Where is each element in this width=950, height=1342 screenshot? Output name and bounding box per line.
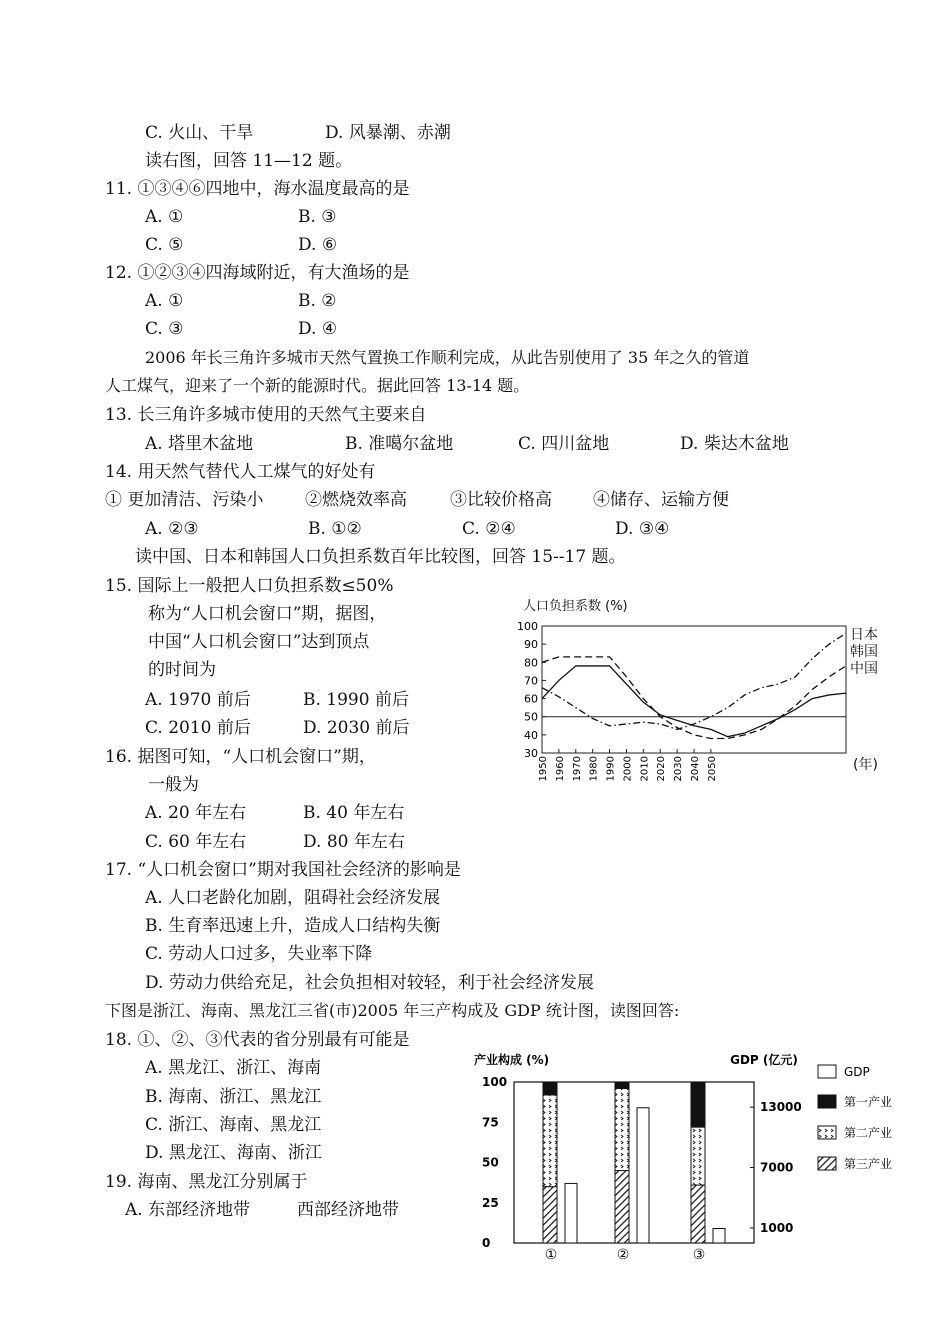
chart1-ytick-label: 80 [524, 656, 538, 670]
q10-option-c: C. 火山、干旱 [145, 123, 254, 143]
chart1-xtick-label: 2000 [622, 756, 634, 782]
chart1-ytick-label: 30 [524, 747, 538, 760]
chart1-xlabel: (年) [853, 757, 878, 773]
q14-item-2: ②燃烧效率高 [305, 490, 407, 510]
q12-option-c: C. ③ [145, 319, 184, 339]
industry-bar-segment [543, 1095, 557, 1187]
q14-option-d: D. ③④ [615, 519, 670, 539]
q14-item-1: ① 更加清洁、污染小 [105, 490, 264, 510]
industry-bar-segment [615, 1088, 629, 1170]
chart1-xtick-label: 2010 [639, 756, 651, 782]
chart2-y2label: GDP (亿元) [730, 1053, 798, 1067]
chart1-ytick-label: 70 [524, 674, 538, 688]
instruction-11-12: 读右图，回答 11—12 题。 [145, 151, 353, 171]
passage-13-14-line1: 2006 年长三角许多城市天然气置换工作顺利完成，从此告别使用了 35 年之久的管道 [145, 348, 750, 367]
legend-japan: 日本 [850, 627, 878, 643]
industry-gdp-chart [470, 1050, 910, 1265]
chart1-ylabel: 人口负担系数 (%) [523, 599, 628, 614]
q17-option-c: C. 劳动人口过多，失业率下降 [145, 944, 373, 964]
q16-stem-2: 一般为 [148, 775, 199, 795]
q15-option-b: B. 1990 前后 [303, 690, 409, 710]
chart1-ytick-label: 90 [524, 638, 538, 652]
q15-stem-3: 中国“人口机会窗口”达到顶点 [148, 632, 370, 652]
q13-option-b: B. 准噶尔盆地 [345, 434, 454, 454]
chart1-xtick-label: 1960 [554, 756, 566, 782]
q17-option-a: A. 人口老龄化加剧，阻碍社会经济发展 [145, 888, 441, 908]
chart2-y2tick-label: 7000 [760, 1160, 794, 1175]
q13-stem: 13. 长三角许多城市使用的天然气主要来自 [105, 405, 427, 425]
q11-option-a: A. ① [145, 207, 184, 227]
chart1-xtick-label: 2030 [673, 756, 685, 782]
q15-option-d: D. 2030 前后 [303, 718, 410, 738]
chart1-xtick-label: 1980 [588, 756, 600, 782]
chart2-y2tick-label: 1000 [760, 1220, 794, 1235]
chart2-ytick-label: 0 [482, 1236, 491, 1250]
instruction-15-17: 读中国、日本和韩国人口负担系数百年比较图，回答 15--17 题。 [135, 547, 626, 567]
q15-stem-1: 15. 国际上一般把人口负担系数≤50% [105, 576, 394, 596]
q16-stem-1: 16. 据图可知，“人口机会窗口”期， [105, 747, 376, 767]
industry-bar-segment [615, 1082, 629, 1088]
q16-option-c: C. 60 年左右 [145, 832, 247, 852]
q17-option-b: B. 生育率迅速上升，造成人口结构失衡 [145, 916, 441, 936]
q15-option-c: C. 2010 前后 [145, 718, 251, 738]
chart2-ytick-label: 100 [482, 1075, 508, 1089]
chart1-ytick-label: 60 [524, 692, 538, 706]
chart2-legend-swatch [818, 1065, 836, 1078]
gdp-bar [565, 1183, 577, 1243]
q18-option-c: C. 浙江、海南、黑龙江 [145, 1115, 322, 1135]
gdp-bar [637, 1108, 649, 1243]
q11-option-d: D. ⑥ [298, 235, 338, 255]
chart1-xtick-label: 1950 [538, 756, 549, 782]
instruction-18-19: 下图是浙江、海南、黑龙江三省(市)2005 年三产构成及 GDP 统计图，读图回答: [105, 1001, 680, 1020]
chart1-frame [542, 626, 846, 753]
q12-stem: 12. ①②③④四海域附近，有大渔场的是 [105, 263, 410, 283]
q12-option-a: A. ① [145, 291, 184, 311]
chart1-xtick-label: 1990 [605, 756, 617, 782]
industry-bar-segment [543, 1187, 557, 1243]
q18-option-d: D. 黑龙江、海南、浙江 [145, 1143, 322, 1163]
chart2-legend-label: 第三产业 [844, 1157, 893, 1171]
q15-option-a: A. 1970 前后 [145, 690, 251, 710]
q15-stem-4: 的时间为 [148, 660, 216, 680]
industry-bar-segment [691, 1082, 705, 1127]
q12-option-b: B. ② [298, 291, 337, 311]
industry-bar-segment [691, 1127, 705, 1185]
q18-stem: 18. ①、②、③代表的省分别最有可能是 [105, 1030, 410, 1050]
gdp-bar [713, 1229, 725, 1243]
passage-13-14-line2: 人工煤气，迎来了一个新的能源时代。据此回答 13-14 题。 [105, 376, 530, 395]
q13-option-a: A. 塔里木盆地 [145, 434, 254, 454]
q15-stem-2: 称为“人口机会窗口”期，据图， [148, 604, 387, 624]
chart1-xtick-label: 2020 [656, 756, 668, 782]
chart2-legend-label: 第一产业 [844, 1095, 893, 1109]
q17-option-d: D. 劳动力供给充足，社会负担相对较轻，利于社会经济发展 [145, 973, 594, 993]
q11-stem: 11. ①③④⑥四地中，海水温度最高的是 [105, 179, 410, 199]
industry-bar-segment [543, 1082, 557, 1095]
q19-stem: 19. 海南、黑龙江分别属于 [105, 1172, 308, 1192]
q14-option-c: C. ②④ [462, 519, 516, 539]
industry-bar-segment [691, 1185, 705, 1243]
chart2-category-label: ③ [692, 1247, 706, 1263]
q18-option-b: B. 海南、浙江、黑龙江 [145, 1087, 322, 1107]
japan-line [542, 633, 846, 729]
q19-option-a-2: 西部经济地带 [297, 1200, 399, 1220]
q17-stem: 17. “人口机会窗口”期对我国社会经济的影响是 [105, 860, 461, 880]
dependency-ratio-chart [500, 610, 900, 795]
q16-option-d: D. 80 年左右 [303, 832, 405, 852]
q19-option-a: A. 东部经济地带 [125, 1200, 251, 1220]
q14-item-3: ③比较价格高 [450, 490, 552, 510]
chart2-ytick-label: 75 [482, 1115, 499, 1130]
chart1-ytick-label: 100 [517, 620, 538, 633]
chart2-legend-swatch [818, 1126, 836, 1139]
chart2-ylabel: 产业构成 (%) [474, 1053, 550, 1067]
chart1-xtick-label: 2040 [690, 756, 701, 782]
q13-option-d: D. 柴达木盆地 [680, 434, 789, 454]
chart2-category-label: ② [616, 1247, 630, 1263]
chart1-xtick-label: 1970 [571, 756, 583, 782]
legend-korea: 韩国 [850, 644, 878, 660]
q11-option-c: C. ⑤ [145, 235, 184, 255]
q16-option-b: B. 40 年左右 [303, 803, 405, 823]
q10-option-d: D. 风暴潮、赤潮 [325, 123, 451, 143]
q14-option-a: A. ②③ [145, 519, 199, 539]
q13-option-c: C. 四川盆地 [518, 434, 610, 454]
q14-item-4: ④储存、运输方便 [593, 490, 729, 510]
q14-option-b: B. ①② [308, 519, 362, 539]
chart1-ytick-label: 40 [524, 728, 538, 742]
q14-stem: 14. 用天然气替代人工煤气的好处有 [105, 462, 376, 482]
industry-bar-segment [615, 1171, 629, 1243]
chart1-xtick-label: 2050 [706, 756, 718, 782]
q11-option-b: B. ③ [298, 207, 337, 227]
chart2-y2tick-label: 13000 [760, 1100, 802, 1115]
chart2-ytick-label: 50 [482, 1155, 499, 1170]
q16-option-a: A. 20 年左右 [145, 803, 247, 823]
chart1-ytick-label: 50 [524, 710, 538, 724]
chart2-legend-swatch [818, 1095, 836, 1108]
chart2-category-label: ① [544, 1247, 558, 1263]
chart2-ytick-label: 25 [482, 1195, 499, 1210]
legend-china: 中国 [850, 661, 878, 677]
chart2-legend-label: GDP [844, 1065, 870, 1079]
chart2-legend-swatch [818, 1157, 836, 1170]
chart2-legend-label: 第二产业 [844, 1126, 893, 1140]
q18-option-a: A. 黑龙江、浙江、海南 [145, 1058, 322, 1078]
q12-option-d: D. ④ [298, 319, 338, 339]
